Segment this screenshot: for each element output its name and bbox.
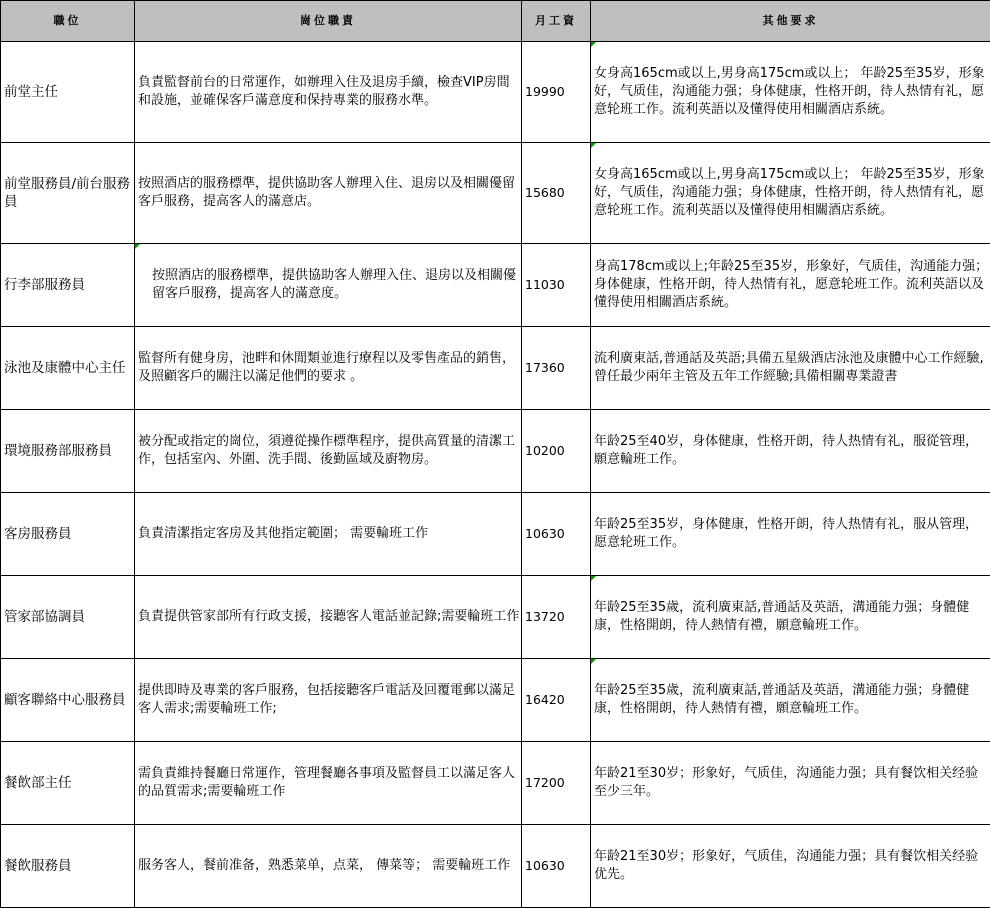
duties-cell: 負責清潔指定客房及其他指定範圍； 需要輪班工作 <box>135 493 522 576</box>
requirements-cell: 女身高165cm或以上,男身高175cm或以上； 年龄25至35岁，形象好，气质佳，沟通能力强；身体健康，性格开朗，待人热情有礼，愿意轮班工作。流利英語以及懂得使用相關酒店系統。 <box>591 42 990 143</box>
requirements-cell: 年龄25至35歲，流利廣東話,普通話及英語，溝通能力强；身體健康，性格開朗，待人熱情有禮，願意輪班工作。 <box>591 576 990 659</box>
duties-cell: 按照酒店的服務標準，提供協助客人辦理入住、退房以及相關優留客戶服務，提高客人的滿意店。 <box>135 143 522 244</box>
requirements-cell: 年龄21至30岁；形象好，气质佳，沟通能力强；具有餐饮相关经验至少三年。 <box>591 742 990 825</box>
table-row <box>1 143 990 244</box>
salary-cell: 17360 <box>522 327 591 410</box>
salary-cell: 11030 <box>522 244 591 327</box>
table-row <box>1 244 990 327</box>
position-cell: 管家部協調員 <box>1 576 135 659</box>
table-row <box>1 493 990 576</box>
duties-cell: 被分配或指定的崗位，須遵從操作標準程序，提供高質量的清潔工作，包括室內、外圍、洗手間、後勤區域及廚物房。 <box>135 410 522 493</box>
duties-cell: 服务客人，餐前准备，熟悉菜单，点菜， 傳菜等； 需要輪班工作 <box>135 825 522 908</box>
table-row <box>1 742 990 825</box>
salary-cell: 10630 <box>522 493 591 576</box>
position-cell: 行李部服務員 <box>1 244 135 327</box>
position-cell: 客房服務員 <box>1 493 135 576</box>
requirements-cell: 年龄25至40岁，身体健康，性格开朗，待人热情有礼，服從管理，願意輪班工作。 <box>591 410 990 493</box>
header-duties: 崗位職責 <box>135 1 522 42</box>
duties-cell: 監督所有健身房，池畔和休閒類並進行療程以及零售產品的銷售，及照顧客戶的關注以滿足他們的要求 。 <box>135 327 522 410</box>
table-row <box>1 659 990 742</box>
salary-cell: 13720 <box>522 576 591 659</box>
requirements-cell: 年龄25至35岁，身体健康，性格开朗，待人热情有礼，服从管理，愿意轮班工作。 <box>591 493 990 576</box>
salary-cell: 17200 <box>522 742 591 825</box>
position-cell: 顧客聯絡中心服務員 <box>1 659 135 742</box>
requirements-cell: 女身高165cm或以上,男身高175cm或以上； 年龄25至35岁，形象好，气质佳，沟通能力强；身体健康，性格开朗，待人热情有礼，愿意轮班工作。流利英語以及懂得使用相關酒店系統。 <box>591 143 990 244</box>
table-row <box>1 42 990 143</box>
header-row <box>1 1 990 42</box>
header-requirements: 其他要求 <box>591 1 990 42</box>
table-row <box>1 825 990 908</box>
salary-cell: 15680 <box>522 143 591 244</box>
requirements-cell: 身高178cm或以上;年龄25至35岁，形象好，气质佳，沟通能力强；身体健康，性格开朗，待人热情有礼，愿意轮班工作。流利英語以及懂得使用相關酒店系統。 <box>591 244 990 327</box>
duties-cell: 負責提供管家部所有行政支援，接聽客人電話並記錄;需要輪班工作 <box>135 576 522 659</box>
requirements-cell: 年龄25至35歲，流利廣東話,普通話及英語，溝通能力强；身體健康，性格開朗，待人熱情有禮，願意輪班工作。 <box>591 659 990 742</box>
salary-cell: 10200 <box>522 410 591 493</box>
position-cell: 泳池及康體中心主任 <box>1 327 135 410</box>
salary-cell: 16420 <box>522 659 591 742</box>
position-cell: 餐飲服務員 <box>1 825 135 908</box>
position-cell: 餐飲部主任 <box>1 742 135 825</box>
position-cell: 前堂主任 <box>1 42 135 143</box>
salary-cell: 10630 <box>522 825 591 908</box>
duties-cell: 需負責維持餐廳日常運作，管理餐廳各事項及監督員工以滿足客人的品質需求;需要輪班工作 <box>135 742 522 825</box>
header-position: 職位 <box>1 1 135 42</box>
table-row <box>1 410 990 493</box>
duties-cell: 負責監督前台的日常運作，如辦理入住及退房手續，檢查VIP房間和設施，並確保客戶滿意度和保持專業的服務水準。 <box>135 42 522 143</box>
requirements-cell: 流利廣東話,普通話及英語;具備五星級酒店泳池及康體中心工作經驗,曾任最少兩年主管及五年工作經驗;具備相關專業證書 <box>591 327 990 410</box>
duties-cell <box>135 244 522 327</box>
position-cell: 環境服務部服務員 <box>1 410 135 493</box>
header-salary: 月工資 <box>522 1 591 42</box>
requirements-cell: 年龄21至30岁；形象好，气质佳，沟通能力强；具有餐饮相关经验优先。 <box>591 825 990 908</box>
table-row <box>1 576 990 659</box>
duties-text: 按照酒店的服務標準，提供協助客人辦理入住、退房以及相關優留客戶服務，提高客人的滿意度。 <box>138 267 521 303</box>
position-cell: 前堂服務員/前台服務員 <box>1 143 135 244</box>
salary-cell: 19990 <box>522 42 591 143</box>
table-row <box>1 327 990 410</box>
duties-cell: 提供即時及專業的客戶服務，包括接聽客戶電話及回覆電郵以滿足客人需求;需要輪班工作; <box>135 659 522 742</box>
